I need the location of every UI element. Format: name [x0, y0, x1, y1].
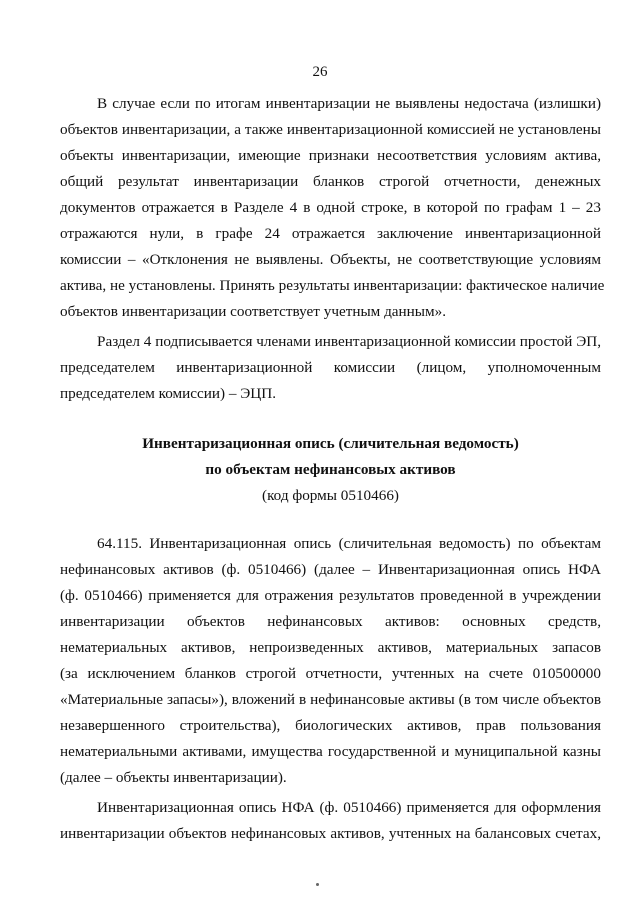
text-line: (ф. 0510466) применяется для отражения результатов проведенной в учреждении	[60, 587, 601, 604]
text-line: документов отражается в Разделе 4 в одной строке, в которой по графам 1 – 23	[60, 199, 601, 216]
text-line: комиссии – «Отклонения не выявлены. Объекты, не соответствующие условиям	[60, 251, 601, 268]
paragraph-nfa-usage	[60, 795, 601, 847]
text-line: общий результат инвентаризации бланков строгой отчетности, денежных	[60, 173, 601, 190]
paragraph-64-115	[60, 531, 601, 791]
text-line: инвентаризации объектов нефинансовых активов: основных средств,	[60, 613, 601, 630]
text-line: объекты инвентаризации, имеющие признаки несоответствия условиям актива,	[60, 147, 601, 164]
text-line: Инвентаризационная опись НФА (ф. 0510466) применяется для оформления	[97, 799, 601, 816]
text-line: актива, не установлены. Принять результаты инвентаризации: фактическое наличие	[60, 277, 605, 294]
page-number: 26	[312, 64, 328, 80]
paragraph-inventory-no-discrepancy	[60, 91, 605, 325]
text-line: инвентаризации объектов нефинансовых активов, учтенных на балансовых счетах,	[60, 825, 601, 842]
text-line: (за исключением бланков строгой отчетности, учтенных на счете 010500000	[60, 665, 601, 682]
section-heading-line1: Инвентаризационная опись (сличительная ведомость)	[142, 435, 519, 452]
text-line: председателем комиссии) – ЭЦП.	[60, 385, 277, 402]
paragraph-section4-signature	[60, 329, 601, 407]
form-code: (код формы 0510466)	[262, 487, 399, 504]
document-body	[60, 91, 605, 847]
text-line: нематериальных активов, непроизведенных активов, материальных запасов	[60, 639, 601, 656]
text-line: незавершенного строительства), биологических активов, прав пользования	[60, 717, 601, 734]
scan-speck	[316, 883, 319, 886]
text-line: объектов инвентаризации соответствует учетным данным».	[60, 303, 447, 320]
section-heading-line2: по объектам нефинансовых активов	[205, 461, 456, 478]
text-line: нематериальными активами, имущества государственной и муниципальной казны	[60, 743, 601, 760]
text-line: 64.115. Инвентаризационная опись (сличительная ведомость) по объектам	[97, 535, 601, 552]
text-line: нефинансовых активов (ф. 0510466) (далее – Инвентаризационная опись НФА	[60, 561, 601, 578]
text-line: (далее – объекты инвентаризации).	[60, 769, 287, 786]
text-line: Раздел 4 подписывается членами инвентаризационной комиссии простой ЭП,	[97, 333, 601, 350]
text-line: «Материальные запасы»), вложений в нефинансовые активы (в том числе объектов	[60, 691, 601, 708]
text-line: председателем инвентаризационной комиссии (лицом, уполномоченным	[60, 359, 601, 376]
text-line: отражаются нули, в графе 24 отражается заключение инвентаризационной	[60, 225, 601, 242]
text-line: объектов инвентаризации, а также инвентаризационной комиссией не установлены	[60, 121, 601, 138]
text-line: В случае если по итогам инвентаризации не выявлены недостача (излишки)	[97, 95, 601, 112]
